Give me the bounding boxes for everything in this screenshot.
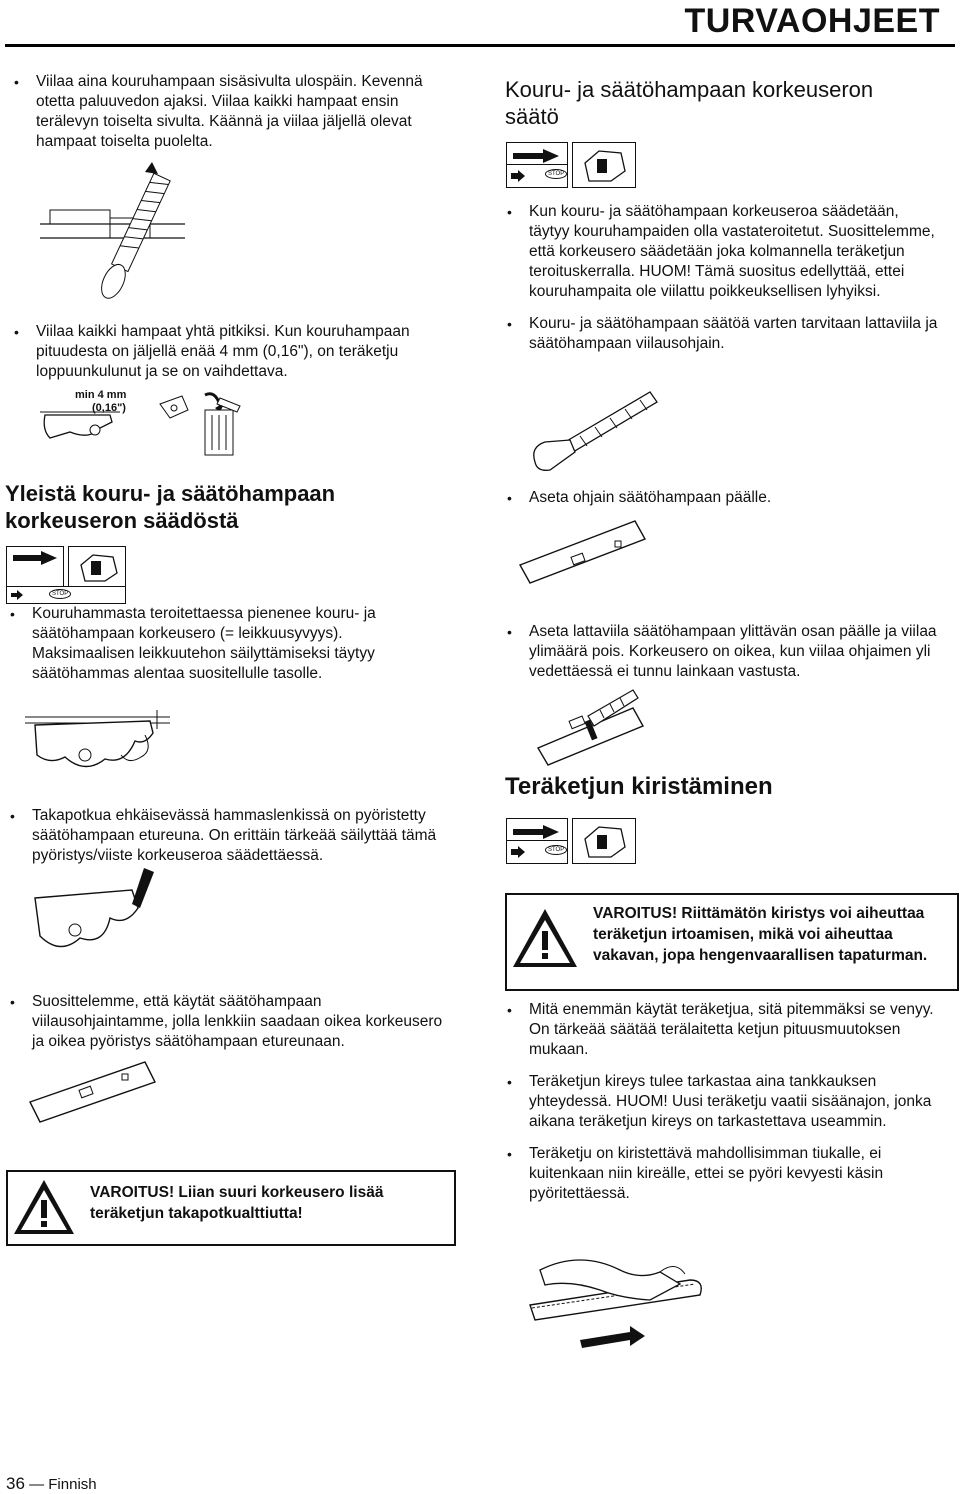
page-footer [6,1474,97,1494]
left-bullet-3 [6,604,446,696]
warning-text-left: VAROITUS! Liian suuri korkeusero lisää teräketjun takapotkualttiutta! [90,1184,384,1222]
page-number: 36 [6,1474,25,1493]
file-sharpening-illustration [40,162,190,307]
symbol-box-stop-right [506,164,568,188]
filing-guide-illustration-left [30,1062,160,1124]
bullet-text: • Viilaa aina kouruhampaan sisäsivulta ulospäin. Kevennä otetta paluuvedon ajaksi. Viilaa kaikki hampaat ensin terälevyn toiselta sivulta. Käännä ja viilaa jäljellä olevat hampaat toiselta puolelta. [10,72,450,152]
bullet-text: • Takapotkua ehkäisevässä hammaslenkissä on pyöristetty säätöhampaan etureuna. On erittäin tärkeää säilyttää tämä pyöristys/viiste korkeuseroa säädettäessä. [6,806,456,866]
bullet-text: • Mitä enemmän käytät teräketjua, sitä pitemmäksi se venyy. On tärkeää säätää terälaitetta ketjun pituusmuutoksen mukaan. [503,1000,943,1060]
right-bullets-1 [503,202,943,366]
symbol-box-guide-right [572,142,636,188]
guide-placement-illustration [520,515,650,585]
bullet-text: • Kouru- ja säätöhampaan säätöä varten tarvitaan lattaviila ja säätöhampaan viilausohjain. [503,314,943,354]
warning-box-left [6,1170,456,1246]
bullet-text: • Kun kouru- ja säätöhampaan korkeuseroa säädetään, täytyy kouruhampaiden olla vastateroitetut. Suosittelemme, että korkeusero säädetään joka kolmannella teräketjun teroituskerralla. HUOM! Tämä suositus edellyttää, ettei kouruhampaita ole viilattu poikkeuksellisen lyhyiksi. [503,202,943,302]
symbol-box-guide-left [68,546,126,588]
stop-sign: STOP [545,845,567,855]
right-bullets-2 [503,1000,943,1216]
header-rule [5,44,955,47]
rounded-gauge-illustration [20,868,170,968]
file-over-guide-illustration [538,690,658,765]
heading-depth-adjustment: Kouru- ja säätöhampaan korkeuseron säätö [505,77,874,129]
stop-sign: STOP [49,589,71,599]
symbol-box-guide-tension [572,818,636,864]
flat-file-illustration [525,392,660,474]
bullet-text: • Aseta ohjain säätöhampaan päälle. [503,488,943,508]
warning-text-right: VAROITUS! Riittämätön kiristys voi aiheuttaa teräketjun irtoamisen, mikä voi aiheuttaa vakavan, jopa hengenvaarallisen tapaturman. [593,905,928,964]
worn-cutter-illustration [40,390,250,460]
bullet-text: • Teräketjun kireys tulee tarkastaa aina tankkauksen yhteydessä. HUOM! Uusi teräketju vaatii sisäänajon, jonka aikana teräketjun kireys on tarkastettava useammin. [503,1072,943,1132]
symbol-box-file-left [6,546,64,588]
right-bullet-4 [503,622,943,694]
left-bullet-5 [6,992,456,1064]
left-bullet-2 [10,322,450,394]
warning-triangle-icon [513,909,577,967]
chain-tension-illustration [520,1250,710,1360]
symbol-box-stop-tension [506,840,568,864]
bullet-text: • Aseta lattaviila säätöhampaan ylittävän osan päälle ja viilaa ylimäärä pois. Korkeusero on oikea, kun viilaa ohjaimen yli vedettäessä ei tunnu lainkaan vastusta. [503,622,943,682]
warning-triangle-icon [14,1180,74,1234]
warning-box-right [505,893,959,991]
left-bullet-1 [10,72,450,164]
page-title: TURVAOHJEET [684,2,940,40]
bullet-text: • Viilaa kaikki hampaat yhtä pitkiksi. Kun kouruhampaan pituudesta on jäljellä enää 4 mm (0,16"), on teräketju loppuunkulunut ja se on vaihdettava. [10,322,450,382]
footer-dash: — [29,1476,45,1493]
footer-language: Finnish [48,1476,97,1493]
bullet-text: • Kouruhammasta teroitettaessa pienenee kouru- ja säätöhampaan korkeusero (= leikkuusyvyys). Maksimaalisen leikkuutehon säilyttämiseksi täytyy säätöhammas alentaa suositellulle tasolle. [6,604,446,684]
bullet-text: • Teräketju on kiristettävä mahdollisimman tiukalle, ei kuitenkaan niin kireälle, ettei se pyöri kevyesti käsin pyöritettäessä. [503,1144,943,1204]
heading-chain-tension: Teräketjun kiristäminen [505,773,773,800]
min-label-1: min 4 mm [75,389,127,401]
depth-gauge-illustration [25,705,175,785]
symbol-box-stop-left [6,586,126,604]
bullet-text: • Suosittelemme, että käytät säätöhampaan viilausohjaintamme, jolla lenkkiin saadaan oikea korkeusero ja oikea pyöristys säätöhampaan etureunaan. [6,992,456,1052]
stop-sign: STOP [545,169,567,179]
min-label-2: (0,16") [92,402,126,414]
heading-general-adjustment: Yleistä kouru- ja säätöhampaan korkeuseron säädöstä [5,481,336,533]
